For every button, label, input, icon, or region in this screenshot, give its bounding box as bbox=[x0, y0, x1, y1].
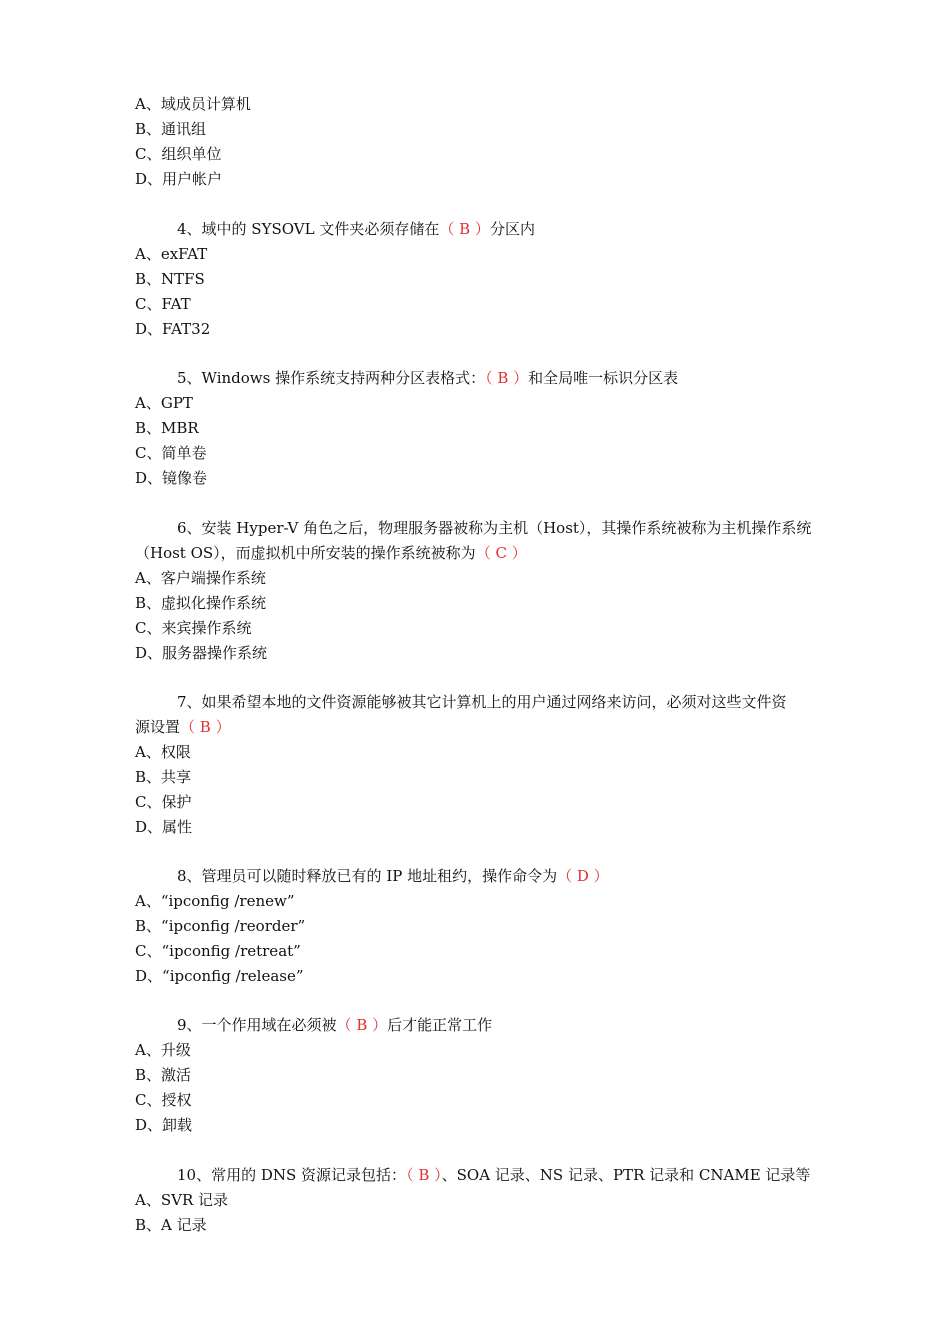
option-line: B、NTFS bbox=[135, 270, 205, 288]
question-8: 8、管理员可以随时释放已有的 IP 地址租约，操作命令为（ D ） bbox=[177, 867, 609, 885]
option-line: D、用户帐户 bbox=[135, 170, 223, 188]
question-9: 9、一个作用域在必须被（ B ）后才能正常工作 bbox=[177, 1016, 493, 1034]
question-4: 4、域中的 SYSOVL 文件夹必须存储在（ B ）分区内 bbox=[177, 220, 535, 238]
option-line: B、共享 bbox=[135, 768, 192, 786]
answer-mark: （ B ） bbox=[439, 220, 490, 238]
option-line: A、SVR 记录 bbox=[135, 1191, 229, 1209]
option-line: A、“ipconfig /renew” bbox=[135, 892, 295, 910]
option-line: B、“ipconfig /reorder” bbox=[135, 917, 306, 935]
option-line: C、组织单位 bbox=[135, 145, 222, 163]
option-line: A、域成员计算机 bbox=[135, 95, 251, 113]
option-line: D、“ipconfig /release” bbox=[135, 967, 304, 985]
option-line: C、来宾操作系统 bbox=[135, 619, 252, 637]
answer-mark: （ B ） bbox=[485, 369, 529, 387]
answer-mark: （ B ） bbox=[180, 718, 231, 736]
question-10: 10、常用的 DNS 资源记录包括：（ B ）、SOA 记录、NS 记录、PTR 记录和 CNAME 记录等 bbox=[177, 1166, 811, 1184]
option-line: B、通讯组 bbox=[135, 120, 207, 138]
question-5: 5、Windows 操作系统支持两种分区表格式：（ B ）和全局唯一标识分区表 bbox=[177, 369, 679, 387]
option-line: D、属性 bbox=[135, 818, 193, 836]
question-7-continuation: 源设置（ B ） bbox=[135, 718, 231, 736]
question-7: 7、如果希望本地的文件资源能够被其它计算机上的用户通过网络来访问，必须对这些文件资 bbox=[177, 693, 787, 711]
answer-mark: （ B ） bbox=[406, 1166, 442, 1184]
option-line: A、升级 bbox=[135, 1041, 191, 1059]
question-6-continuation: （Host OS），而虚拟机中所安装的操作系统被称为（ C ） bbox=[135, 544, 527, 562]
option-line: A、客户端操作系统 bbox=[135, 569, 266, 587]
option-line: D、服务器操作系统 bbox=[135, 644, 268, 662]
option-line: D、镜像卷 bbox=[135, 469, 208, 487]
answer-mark: （ D ） bbox=[557, 867, 609, 885]
option-line: C、简单卷 bbox=[135, 444, 207, 462]
answer-mark: （ B ） bbox=[336, 1016, 388, 1034]
question-6: 6、安装 Hyper-V 角色之后，物理服务器被称为主机（Host），其操作系统被称为主机操作系统 bbox=[177, 519, 812, 537]
option-line: A、权限 bbox=[135, 743, 191, 761]
option-line: C、保护 bbox=[135, 793, 192, 811]
option-line: D、卸载 bbox=[135, 1116, 193, 1134]
answer-mark: （ C ） bbox=[475, 544, 527, 562]
option-line: D、FAT32 bbox=[135, 320, 211, 338]
option-line: B、激活 bbox=[135, 1066, 192, 1084]
option-line: B、A 记录 bbox=[135, 1216, 207, 1234]
option-line: C、“ipconfig /retreat” bbox=[135, 942, 301, 960]
option-line: A、exFAT bbox=[135, 245, 208, 263]
option-line: A、GPT bbox=[135, 394, 193, 412]
option-line: C、FAT bbox=[135, 295, 191, 313]
option-line: B、MBR bbox=[135, 419, 199, 437]
option-line: B、虚拟化操作系统 bbox=[135, 594, 267, 612]
option-line: C、授权 bbox=[135, 1091, 192, 1109]
